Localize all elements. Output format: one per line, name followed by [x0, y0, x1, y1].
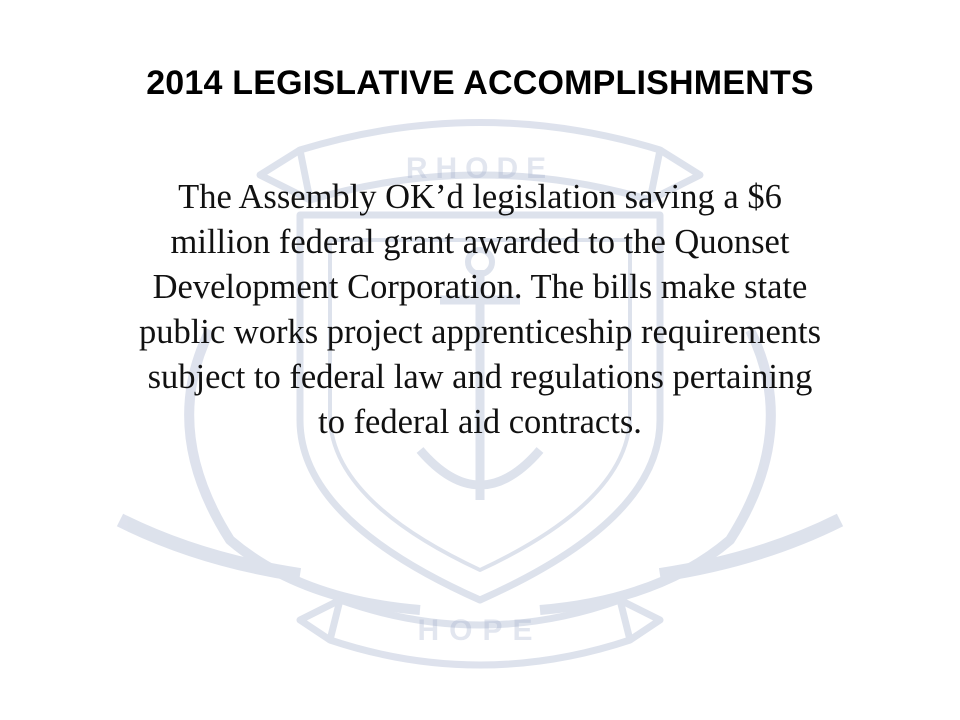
body-line: public works project apprenticeship requirements: [138, 313, 822, 351]
body-line: The Assembly OK’d legislation saving a $6: [178, 178, 782, 216]
top-ribbon-text: RHODE: [405, 152, 555, 185]
body-line: to federal aid contracts.: [318, 403, 642, 441]
bottom-ribbon-text: HOPE: [417, 614, 543, 647]
body-line: million federal grant awarded to the Quonset: [170, 223, 790, 261]
body-line: Development Corporation. The bills make state: [152, 268, 808, 306]
slide-title: 2014 LEGISLATIVE ACCOMPLISHMENTS: [146, 64, 814, 102]
body-line: subject to federal law and regulations pertaining: [147, 358, 813, 396]
slide-body: [48, 175, 912, 445]
